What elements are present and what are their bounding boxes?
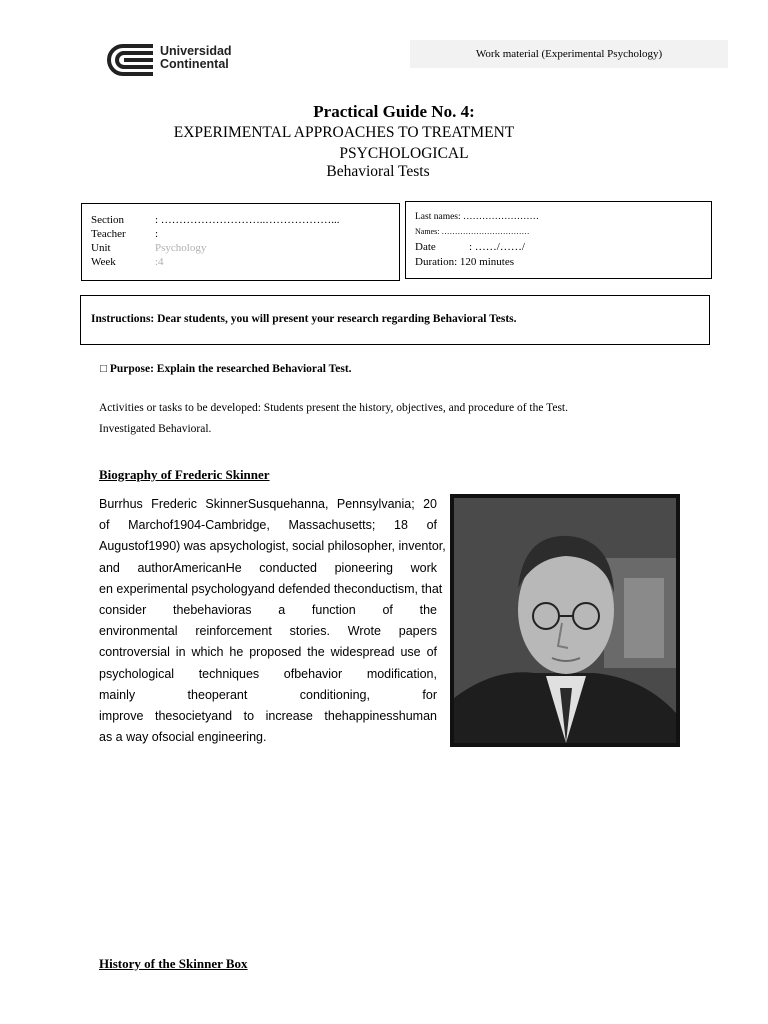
week-value: :4 — [155, 256, 164, 268]
work-material-banner: Work material (Experimental Psychology) — [410, 40, 728, 68]
date-value: : ……/……/ — [469, 241, 525, 253]
guide-subtitle-3: Behavioral Tests — [326, 163, 430, 180]
last-names-field: Last names: …………………… — [415, 212, 540, 222]
biography-line: psychological techniques ofbehavior modification, — [99, 666, 437, 681]
biography-heading: Biography of Frederic Skinner — [99, 467, 270, 482]
teacher-label: Teacher — [91, 228, 126, 240]
instructions-box — [80, 295, 710, 345]
purpose-text: □ Purpose: Explain the researched Behavioral Test. — [100, 363, 352, 375]
section-label: Section — [91, 214, 124, 226]
biography-line: en experimental psychologyand defended theconductism, that — [99, 581, 443, 596]
biography-line: Augustof1990) was apsychologist, social philosopher, inventor, — [99, 539, 446, 554]
guide-subtitle-2: PSYCHOLOGICAL — [339, 145, 469, 162]
guide-title: Practical Guide No. 4: — [313, 102, 475, 121]
university-logo — [105, 42, 245, 78]
activities-text — [99, 398, 639, 440]
biography-line: consider thebehavioras a function of the — [99, 602, 437, 617]
biography-line: and authorAmericanHe conducted pioneering work — [99, 560, 437, 575]
teacher-value: : — [155, 228, 159, 240]
activities-line-2: Investigated Behavioral. — [99, 423, 212, 435]
unit-value: Psychology — [155, 242, 207, 254]
biography-line: controversial in which he proposed the widespread use of — [99, 645, 437, 660]
week-label: Week — [91, 256, 116, 268]
biography-line: mainly theoperant conditioning, for — [99, 687, 437, 702]
biography-line: as a way ofsocial engineering. — [99, 730, 267, 745]
biography-line: Burrhus Frederic SkinnerSusquehanna, Pennsylvania; 20 — [99, 497, 437, 511]
logo-mark-icon — [105, 42, 157, 78]
section-value: : ………………………..………………... — [155, 214, 340, 226]
student-info-box — [405, 201, 712, 279]
biography-line: environmental reinforcement stories. Wrote papers — [99, 624, 437, 639]
unit-label: Unit — [91, 242, 111, 254]
logo-line-2: Continental — [160, 57, 229, 71]
biography-text — [99, 494, 446, 748]
instructions-text: Instructions: Dear students, you will present your research regarding Behavioral Tests. — [91, 313, 517, 325]
logo-line-1: Universidad — [160, 44, 232, 58]
date-label: Date — [415, 241, 436, 253]
biography-line: of Marchof1904-Cambridge, Massachusetts; 18 of — [99, 518, 437, 533]
names-field: Names: …………………………… — [415, 227, 530, 236]
guide-subtitle-1: EXPERIMENTAL APPROACHES TO TREATMENT — [173, 124, 515, 141]
course-info-box — [81, 203, 400, 281]
activities-line-1: Activities or tasks to be developed: Students present the history, objectives, and procedure of the Test. — [99, 402, 568, 414]
biography-line: improve thesocietyand to increase thehappinesshuman — [99, 708, 437, 723]
history-heading: History of the Skinner Box — [99, 956, 248, 971]
skinner-portrait-image — [450, 494, 680, 747]
duration-field: Duration: 120 minutes — [415, 256, 514, 268]
